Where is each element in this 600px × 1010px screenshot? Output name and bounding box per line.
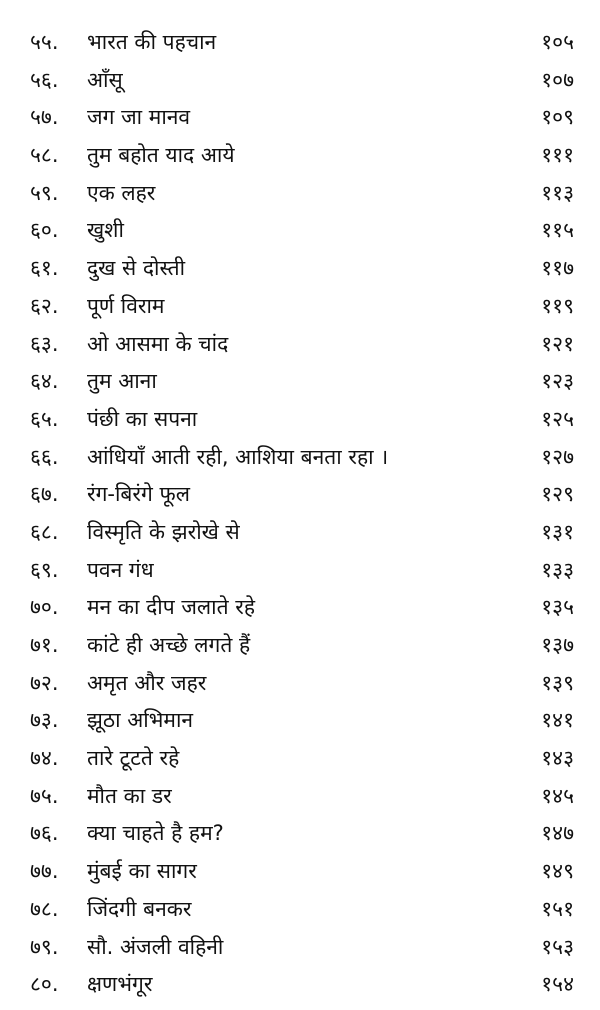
entry-number: ६३. (30, 331, 59, 356)
entry-title: मुंबई का सागर (87, 859, 197, 884)
entry-page: १२९ (541, 482, 574, 507)
toc-entry (0, 439, 600, 477)
entry-number: ६७. (30, 482, 59, 507)
entry-title: सौ. अंजली वहिनी (87, 934, 224, 959)
entry-number: ५६. (30, 67, 59, 92)
entry-page: १५३ (541, 934, 574, 959)
entry-page: १३१ (541, 519, 574, 544)
entry-title: भारत की पहचान (87, 30, 217, 54)
entry-number: ८०. (30, 972, 59, 997)
toc-entry (0, 212, 600, 250)
entry-page: १२१ (541, 331, 574, 356)
entry-title: ओ आसमा के चांद (87, 331, 229, 356)
toc-entry (0, 363, 600, 401)
toc-entry (0, 552, 600, 590)
entry-number: ६५. (30, 406, 59, 431)
toc-entry (0, 891, 600, 929)
entry-title: जग जा मानव (87, 105, 191, 130)
entry-number: ६६. (30, 444, 59, 469)
entry-title: खुशी (87, 218, 124, 243)
entry-page: १४५ (541, 783, 574, 808)
entry-page: १२५ (541, 406, 574, 431)
entry-title: रंग-बिरंगे फूल (87, 482, 190, 507)
entry-title: तारे टूटते रहे (87, 746, 180, 771)
entry-page: १३७ (541, 633, 574, 657)
entry-page: १०५ (541, 30, 574, 54)
entry-title: जिंदगी बनकर (87, 896, 192, 921)
toc-entry (0, 815, 600, 853)
entry-page: १४३ (541, 746, 574, 771)
entry-title: एक लहर (87, 180, 156, 205)
entry-title: अमृत और जहर (87, 670, 207, 695)
entry-title: क्या चाहते है हम? (87, 821, 224, 846)
entry-page: १४७ (541, 821, 574, 846)
entry-title: पूर्ण विराम (87, 293, 165, 318)
entry-number: ७३. (30, 708, 59, 733)
entry-number: ६८. (30, 519, 59, 544)
entry-page: १११ (541, 143, 574, 168)
toc-entry (0, 929, 600, 967)
entry-page: १०७ (541, 67, 574, 92)
entry-title: तुम आना (87, 369, 157, 394)
toc-entry (0, 853, 600, 891)
entry-page: १५४ (541, 972, 574, 997)
toc-entry (0, 778, 600, 816)
toc-entry (0, 665, 600, 703)
entry-number: ६४. (30, 369, 59, 394)
entry-number: ७०. (30, 595, 59, 620)
toc-entry (0, 288, 600, 326)
entry-number: ६९. (30, 557, 59, 582)
entry-page: १३९ (541, 670, 574, 695)
entry-number: ६०. (30, 218, 59, 243)
toc-entry (0, 62, 600, 100)
entry-page: ११७ (541, 256, 574, 281)
entry-title: पंछी का सपना (87, 406, 198, 431)
entry-number: ७५. (30, 783, 59, 808)
entry-number: ५७. (30, 105, 59, 130)
entry-page: १४९ (541, 859, 574, 884)
toc-entry (0, 401, 600, 439)
entry-page: १५१ (541, 896, 574, 921)
entry-page: १२३ (541, 369, 574, 394)
entry-number: ७६. (30, 821, 59, 846)
entry-title: दुख से दोस्ती (87, 256, 186, 281)
entry-title: पवन गंध (87, 557, 154, 582)
entry-page: ११९ (541, 293, 574, 318)
table-of-contents (0, 24, 600, 1004)
entry-number: ७२. (30, 670, 59, 695)
entry-number: ५५. (30, 30, 59, 54)
entry-number: ५८. (30, 143, 59, 168)
toc-entry (0, 250, 600, 288)
toc-entry (0, 514, 600, 552)
entry-number: ७९. (30, 934, 59, 959)
entry-title: कांटे ही अच्छे लगते हैं (87, 633, 251, 657)
toc-entry (0, 137, 600, 175)
toc-entry (0, 702, 600, 740)
entry-number: ७४. (30, 746, 59, 771)
toc-entry (0, 966, 600, 1004)
entry-title: झूठा अभिमान (87, 708, 194, 733)
entry-number: ५९. (30, 180, 59, 205)
entry-number: ७१. (30, 633, 59, 657)
entry-title: विस्मृति के झरोखे से (87, 519, 240, 544)
entry-title: क्षणभंगूर (87, 972, 153, 997)
toc-entry (0, 627, 600, 665)
toc-entry (0, 175, 600, 213)
toc-entry (0, 589, 600, 627)
entry-number: ७८. (30, 896, 59, 921)
toc-entry (0, 99, 600, 137)
entry-title: तुम बहोत याद आये (87, 143, 235, 168)
toc-entry (0, 476, 600, 514)
entry-title: आंधियाँ आती रही, आशिया बनता रहा । (87, 444, 389, 469)
toc-entry (0, 326, 600, 364)
entry-page: १४१ (541, 708, 574, 733)
entry-number: ६१. (30, 256, 59, 281)
entry-page: ११५ (541, 218, 574, 243)
entry-page: १२७ (541, 444, 574, 469)
entry-title: मौत का डर (87, 783, 172, 808)
entry-number: ६२. (30, 293, 59, 318)
entry-page: १३३ (541, 557, 574, 582)
entry-page: १०९ (541, 105, 574, 130)
toc-entry (0, 24, 600, 62)
entry-title: आँसू (87, 67, 123, 92)
toc-entry (0, 740, 600, 778)
entry-page: १३५ (541, 595, 574, 620)
entry-title: मन का दीप जलाते रहे (87, 595, 255, 620)
entry-number: ७७. (30, 859, 59, 884)
entry-page: ११३ (541, 180, 574, 205)
